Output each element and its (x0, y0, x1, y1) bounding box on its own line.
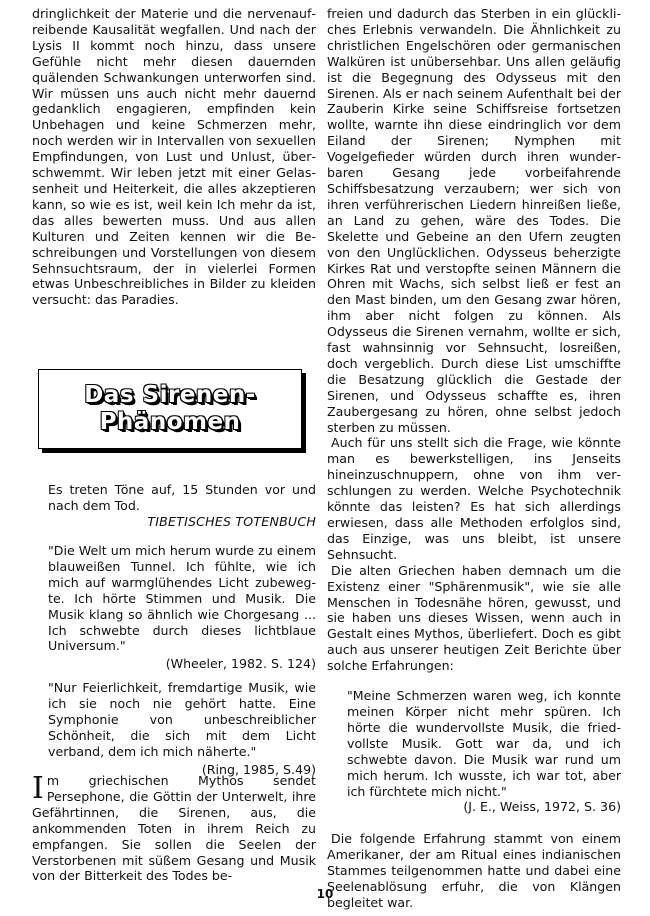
epigraph (48, 482, 316, 530)
epigraph-text: Es treten Töne auf, 15 Stunden vor und nach dem Tod. (48, 482, 316, 513)
quote-text: "Nur Feierlichkeit, fremdartige Musik, wie ich sie noch nie gehört hatte. Eine Symphonie von unbeschreiblicher Schönheit, die sich mit dem Licht verband, dem ich mich näherte." (48, 680, 316, 759)
quote-source: (Ring, 1985, S.49) (201, 761, 316, 777)
quote-block (48, 543, 316, 672)
quote-block (347, 688, 621, 815)
right-column (327, 6, 621, 911)
body-text: m griechischen Mythos sendet Persephone, die Göttin der Unterwelt, ihre Gefährtinnen, die Sirenen, aus, die ankommenden Toten in ihrem Reich zu empfangen. Sie sollen die Seelen der Verstorbenen mit süßem Gesang und Musik von der Bitterkeit des Todes be- (32, 773, 316, 884)
quote-block (48, 680, 316, 777)
body-paragraph (32, 773, 316, 884)
quote-source: (J. E., Weiss, 1972, S. 36) (463, 799, 621, 815)
body-paragraph: dringlichkeit der Materie und die nervenaufreibende Kausalität wegfallen. Und nach der Lysis II kommt noch hinzu, dass unsere Gefühle nicht mehr diesen dauernden quälenden Schwankungen unterworfen sind. Wir müssen uns auch nicht mehr dauernd gedanklich engagieren, empfinden kein Unbehagen und keine Schmerzen mehr, noch werden wir in Intervallen von sexuellen Empfindungen, von Lust und Unlust, überschwemmt. Wir leben jetzt mit einer Gelassenheit und Heiterkeit, die alles akzeptieren kann, so wie es ist, weil kein Ich mehr da ist, das alles bewerten muss. Und aus allen Kulturen und Zeiten kennen wir die Beschreibungen und Vorstellungen von diesem Sehnsuchtsraum, der in vielerlei Formen etwas Unbeschreibliches in Bilder zu kleiden versucht: das Paradies. (32, 6, 316, 308)
section-title (84, 382, 256, 436)
epigraph-source: TIBETISCHES TOTENBUCH (147, 513, 316, 529)
section-title-box (38, 369, 302, 449)
quote-text: "Die Welt um mich herum wurde zu einem blauweißen Tunnel. Ich fühlte, wie ich mich auf warmglühendes Licht zubewegte. Ich hörte Stimmen und Musik. Die Musik klang so ähnlich wie Chorgesang ... Ich schwebte durch dieses lichtblaue Universum." (48, 543, 316, 654)
quote-text: "Meine Schmerzen waren weg, ich konnte meinen Körper nicht mehr spüren. Ich hörte die wundervollste Musik, die friedvollste Musik. Gott war da, und ich schwebte davon. Die Musik war rund um mich herum. Ich wusste, ich war tot, aber ich fürchtete mich nicht." (347, 688, 621, 799)
body-paragraph: Die folgende Erfahrung stammt von einem Amerikaner, der am Ritual eines indianischen Stammes teilgenommen hatte und dabei eine Seelenablösung erfuhr, die von Klängen begleitet war. (327, 831, 621, 910)
section-title-line: Phänomen (99, 409, 241, 435)
body-paragraph: Die alten Griechen haben demnach um die Existenz einer "Sphärenmusik", wie sie alle Menschen in Todesnähe hören, gewusst, und sie haben uns dieses Wissen, wenn auch in Gestalt eines Mythos, überliefert. Doch es gibt auch aus unserer heutigen Zeit Berichte über solche Erfahrungen: (327, 562, 621, 674)
page-number: 10 (316, 887, 334, 901)
body-paragraph: freien und dadurch das Sterben in ein glückliches Erlebnis verwandeln. Die Ähnlichkeit zu christlichen Engelschören oder germanischen Walküren ist unübersehbar. Uns allen geläufig ist die Begegnung des Odysseus mit den Sirenen. Als er nach seinem Aufenthalt bei der Zauberin Kirke seine Schiffsreise fortsetzen wollte, warnte ihn diese eindringlich vor dem Eiland der Sirenen; Nymphen mit Vogelgefieder würden durch ihren wunderbaren Gesang jede vorbeifahrende Schiffsbesatzung verzaubern; wer sich von ihren verführerischen Liedern hinreißen ließe, an Land zu gehen, wäre des Todes. Die Skelette und Gebeine an den Ufern zeugten von den Unglücklichen. Odysseus beherzigte Kirkes Rat und verstopfte seinen Männern die Ohren mit Wachs, sich selbst ließ er fest an den Mast binden, um den Gesang zwar hören, ihm aber nicht folgen zu können. Als Odysseus die Sirenen vernahm, wollte er sich, fast wahnsinnig vor Sehnsucht, losreißen, doch vergeblich. Durch diese List umschiffte die Besatzung glücklich die Gestade der Sirenen, und Odysseus schaffte es, ihren Zaubergesang zu hören, ohne selbst jedoch sterben zu müssen. (327, 6, 621, 435)
quote-source: (Wheeler, 1982. S. 124) (165, 656, 316, 672)
drop-cap: I (32, 771, 44, 806)
section-title-line: Das Sirenen- (84, 382, 256, 408)
left-column (32, 6, 316, 308)
body-paragraph: Auch für uns stellt sich die Frage, wie könnte man es bewerkstelligen, ins Jenseits hineinzuschnuppern, ohne von ihm verschlungen zu werden. Welche Psychotechnik könnte das leisten? Es hat sich allerdings erwiesen, dass alle Methoden erfolglos sind, das Einzige, was uns bleibt, ist unsere Sehnsucht. (327, 435, 621, 562)
